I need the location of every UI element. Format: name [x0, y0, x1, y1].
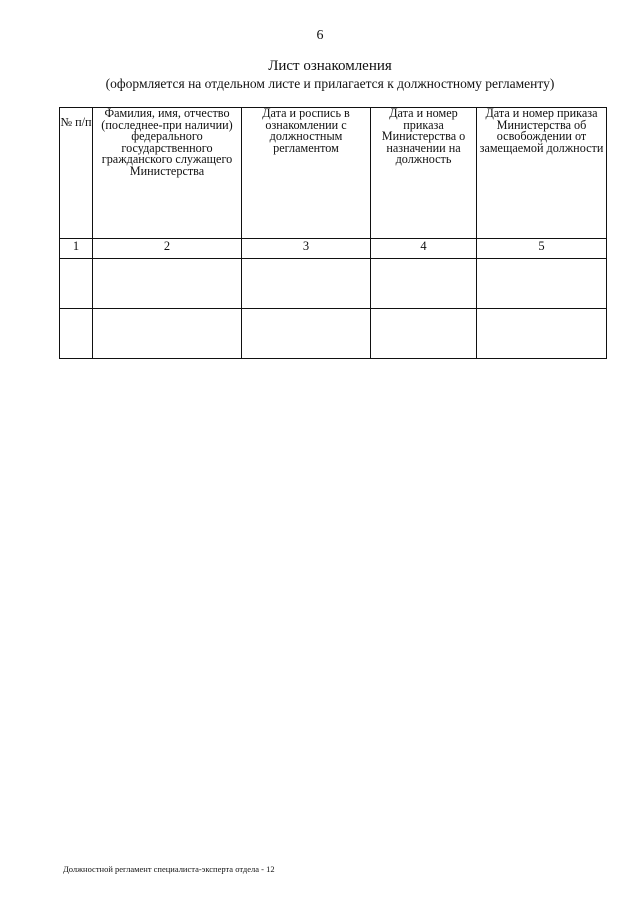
header-full-name: Фамилия, имя, отчество (последнее-при наличии) федерального государственного гражданского служащего Министерства — [93, 108, 242, 239]
header-dismissal-order: Дата и номер приказа Министерства об освобождении от замещаемой должности — [477, 108, 607, 239]
table-cell — [371, 259, 477, 309]
page-number: 6 — [316, 28, 324, 43]
table-cell — [242, 259, 371, 309]
table-cell — [60, 309, 93, 359]
header-appointment-order: Дата и номер приказа Министерства о назначении на должность — [371, 108, 477, 239]
column-number: 2 — [93, 239, 242, 259]
column-number-row — [60, 239, 607, 259]
header-number: № п/п — [60, 108, 93, 239]
table-cell — [93, 259, 242, 309]
table-cell — [60, 259, 93, 309]
table-cell — [477, 309, 607, 359]
table-row — [60, 309, 607, 359]
column-number: 1 — [60, 239, 93, 259]
column-number: 3 — [242, 239, 371, 259]
column-number: 5 — [477, 239, 607, 259]
table-cell — [477, 259, 607, 309]
table-cell — [242, 309, 371, 359]
header-signature-date: Дата и роспись в ознакомлении с должностным регламентом — [242, 108, 371, 239]
page-footer: Должностной регламент специалиста-эксперта отдела - 12 — [63, 864, 275, 874]
document-subtitle: (оформляется на отдельном листе и прилагается к должностному регламенту) — [105, 76, 555, 91]
table-cell — [93, 309, 242, 359]
column-number: 4 — [371, 239, 477, 259]
table-row — [60, 259, 607, 309]
table-header-row — [60, 108, 607, 239]
document-title: Лист ознакомления — [268, 58, 392, 74]
acknowledgement-table — [59, 107, 607, 359]
table-cell — [371, 309, 477, 359]
